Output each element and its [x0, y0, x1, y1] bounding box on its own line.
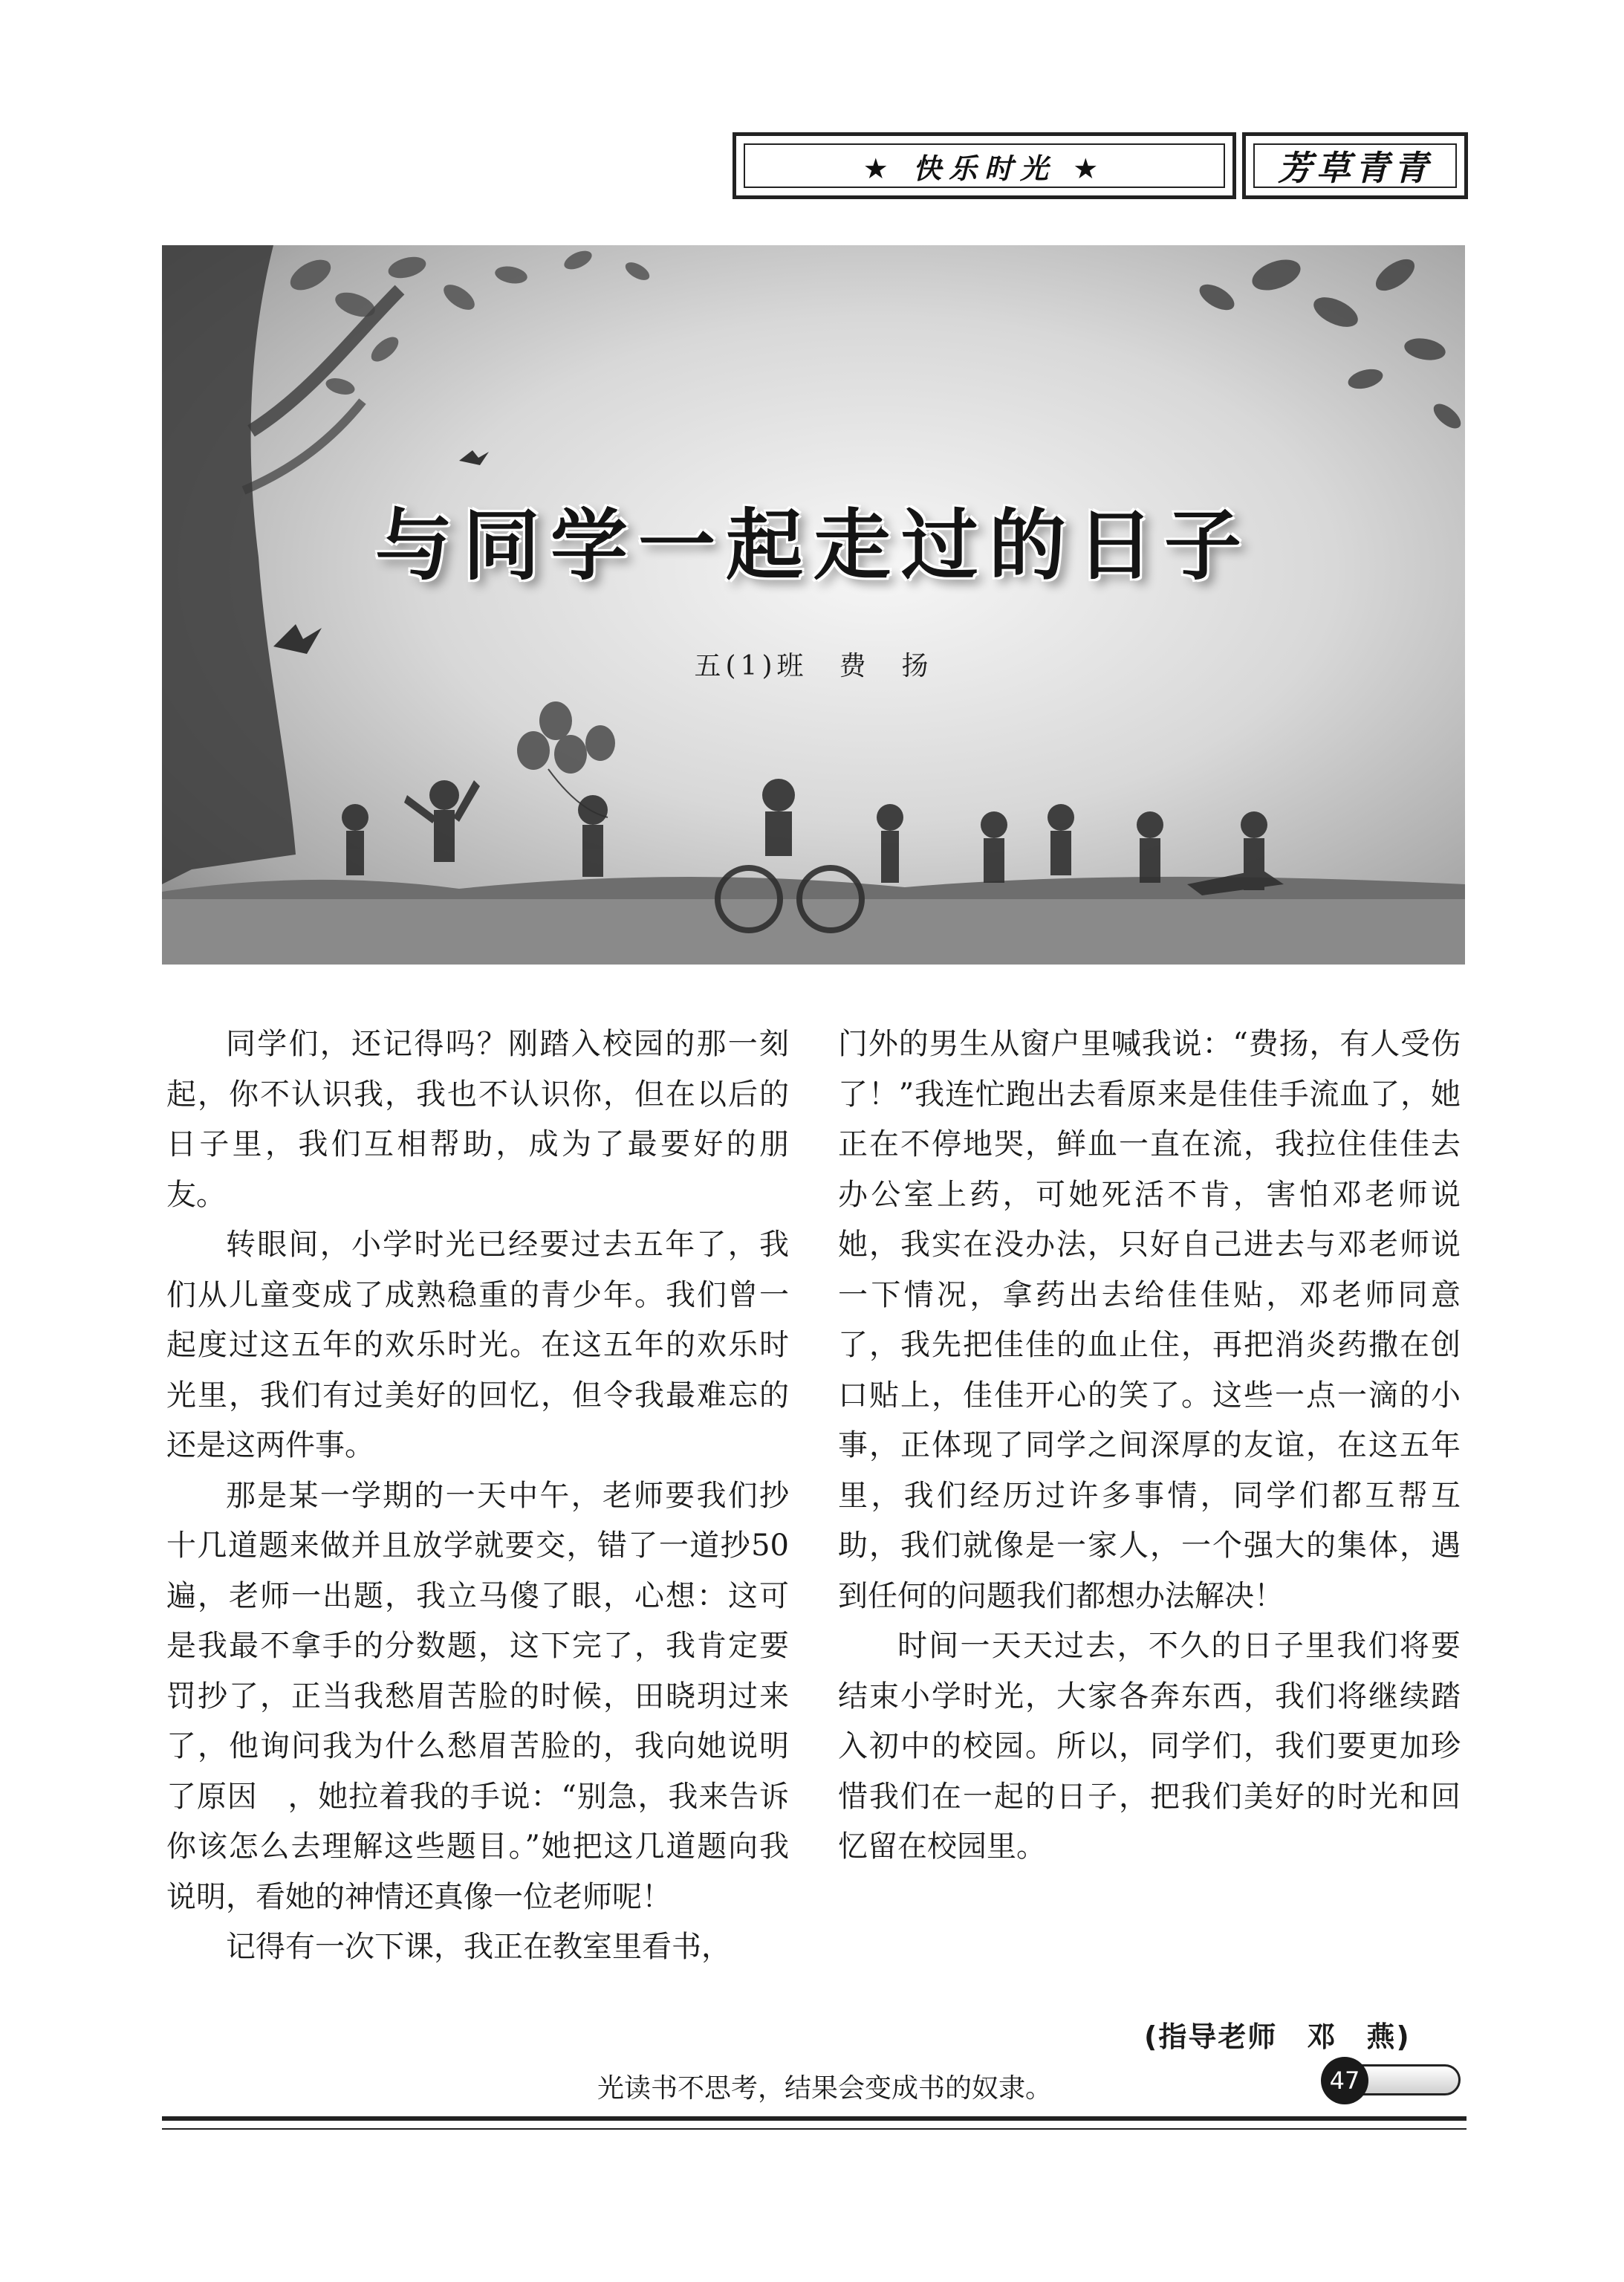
article-column-left	[166, 1020, 789, 1973]
paragraph: 门外的男生从窗户里喊我说：“费扬，有人受伤了！”我连忙跑出去看原来是佳佳手流血了，她正在不停地哭，鲜血一直在流，我拉住佳佳去办公室上药，可她死活不肯，害怕邓老师说她，我实在没办法，只好自己进去与邓老师说一下情况，拿药出去给佳佳贴，邓老师同意了，我先把佳佳的血止住，再把消炎药撒在创口贴上，佳佳开心的笑了。这些一点一滴的小事，正体现了同学之间深厚的友谊，在这五年里，我们经历过许多事情，同学们都互帮互助，我们就像是一家人，一个强大的集体，遇到任何的问题我们都想办法解决！	[838, 1027, 1461, 1613]
page-number: 47	[1321, 2057, 1368, 2104]
column-title: 芳草青青	[1278, 148, 1432, 188]
paragraph: 记得有一次下课，我正在教室里看书，	[226, 1930, 731, 1964]
banner-scene	[162, 245, 1465, 965]
bird	[459, 450, 489, 465]
article-title: 与同学一起走过的日子	[374, 500, 1252, 591]
article-author: 五(1)班 费 扬	[694, 651, 933, 681]
column-header	[1242, 132, 1468, 199]
leaves-left	[285, 247, 652, 397]
section-header	[733, 132, 1236, 199]
paragraph: 那是某一学期的一天中午，老师要我们抄十几道题来做并且放学就要交，错了一道抄50遍，老师一出题，我立马傻了眼，心想：这可是我最不拿手的分数题，这下完了，我肯定要罚抄了，正当我愁眉苦脸的时候，田晓玥过来了，他询问我为什么愁眉苦脸的，我向她说明了原因 ，她拉着我的手说：“别急，我来告诉你该怎么去理解这些题目。”她把这几道题向我说明，看她的神情还真像一位老师呢！	[166, 1478, 789, 1914]
footer-rule	[162, 2116, 1467, 2121]
paragraph: 时间一天天过去，不久的日子里我们将要结束小学时光，大家各奔东西，我们将继续踏入初中的校园。所以，同学们，我们要更加珍惜我们在一起的日子，把我们美好的时光和回忆留在校园里。	[838, 1629, 1461, 1864]
page-number-badge	[1321, 2057, 1462, 2104]
article-column-right	[838, 1020, 1461, 1873]
mentor-credit: (指导老师 邓 燕)	[1144, 2020, 1411, 2053]
banner-illustration	[162, 245, 1465, 965]
balloons	[517, 701, 615, 774]
tree-branch	[244, 401, 363, 490]
footer-quote: 光读书不思考，结果会变成书的奴隶。	[597, 2073, 1052, 2104]
section-title: ★ 快乐时光 ★	[863, 152, 1106, 185]
paragraph: 转眼间，小学时光已经要过去五年了，我们从儿童变成了成熟稳重的青少年。我们曾一起度过这五年的欢乐时光。在这五年的欢乐时光里，我们有过美好的回忆，但令我最难忘的还是这两件事。	[166, 1228, 789, 1462]
leaves-right	[1195, 253, 1465, 433]
footer-rule	[162, 2128, 1467, 2130]
paragraph: 同学们，还记得吗？刚踏入校园的那一刻起，你不认识我，我也不认识你，但在以后的日子里，我们互相帮助，成为了最要好的朋友。	[166, 1027, 789, 1212]
